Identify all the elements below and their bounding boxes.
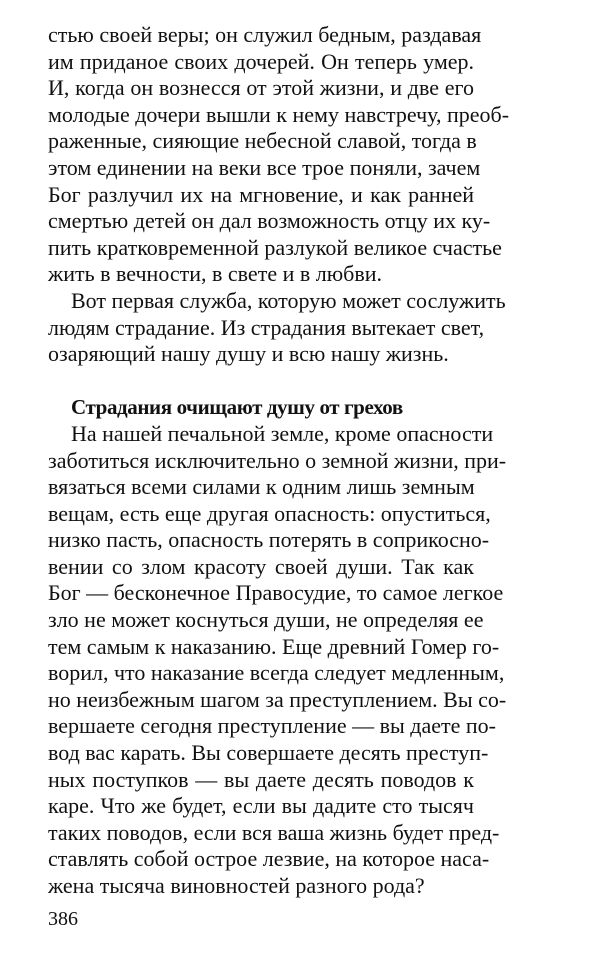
paragraph	[48, 420, 507, 900]
text-line: вод вас карать. Вы совершаете десять преступ-	[48, 740, 489, 766]
text-line: жена тысяча виновностей разного рода?	[48, 873, 425, 898]
page-text	[48, 22, 510, 900]
paragraph	[48, 287, 506, 368]
text-line: вершаете сегодня преступление — вы даете по-	[48, 713, 496, 739]
text-line: На нашей печальной земле, кроме опасности	[71, 420, 494, 446]
text-line: низко пасть, опасность потерять в соприкосно-	[48, 527, 490, 553]
text-line: стью своей веры; он служил бедным, раздавая	[48, 22, 482, 47]
text-line: пить кратковременной разлукой великое счастье	[48, 234, 502, 260]
text-line: но неизбежным шагом за преступлением. Вы со-	[48, 686, 507, 712]
text-line: зло не может коснуться души, не определяя ее	[48, 607, 484, 633]
page-number: 386	[48, 908, 78, 930]
text-line: Вот первая служба, которую может сослужить	[71, 287, 506, 313]
text-line: ворил, что наказание всегда следует медленным,	[48, 660, 505, 686]
text-line: Бог — бесконечное Правосудие, то самое легкое	[48, 580, 504, 606]
text-line: ных поступков — вы даете десять поводов к	[48, 766, 474, 792]
text-line: раженные, сияющие небесной славой, тогда в	[48, 128, 477, 154]
text-line: тем самым к наказанию. Еще древний Гомер го-	[48, 633, 500, 659]
text-line: каре. Что же будет, если вы дадите сто тысяч	[48, 793, 474, 819]
text-line: смертью детей он дал возможность отцу их ку-	[48, 208, 491, 234]
paragraph	[48, 22, 510, 288]
text-line: таких поводов, если вся ваша жизнь будет пред-	[48, 819, 500, 845]
text-line: заботиться исключительно о земной жизни, при-	[48, 447, 507, 473]
text-line: жить в вечности, в свете и в любви.	[48, 261, 383, 287]
text-line: им приданое своих дочерей. Он теперь умер.	[48, 48, 474, 74]
section-gap	[48, 368, 474, 395]
text-line: молодые дочери вышли к нему навстречу, преоб-	[48, 101, 510, 127]
section-heading: Страдания очищают душу от грехов	[71, 395, 403, 420]
text-line: этом единении на веки все трое поняли, зачем	[48, 154, 481, 180]
text-line: вязаться всеми силами к одним лишь земным	[48, 474, 475, 500]
text-line: ставлять собой острое лезвие, на которое наса-	[48, 846, 490, 872]
text-line: И, когда он вознесся от этой жизни, и две его	[48, 75, 474, 101]
text-line: вении со злом красоту своей души. Так как	[48, 553, 474, 579]
text-line: озаряющий нашу душу и всю нашу жизнь.	[48, 341, 449, 367]
text-line: людям страдание. Из страдания вытекает свет,	[48, 314, 485, 340]
text-line: Бог разлучил их на мгновение, и как ранней	[48, 181, 474, 207]
text-line: вещам, есть еще другая опасность: опуститься,	[48, 500, 491, 526]
